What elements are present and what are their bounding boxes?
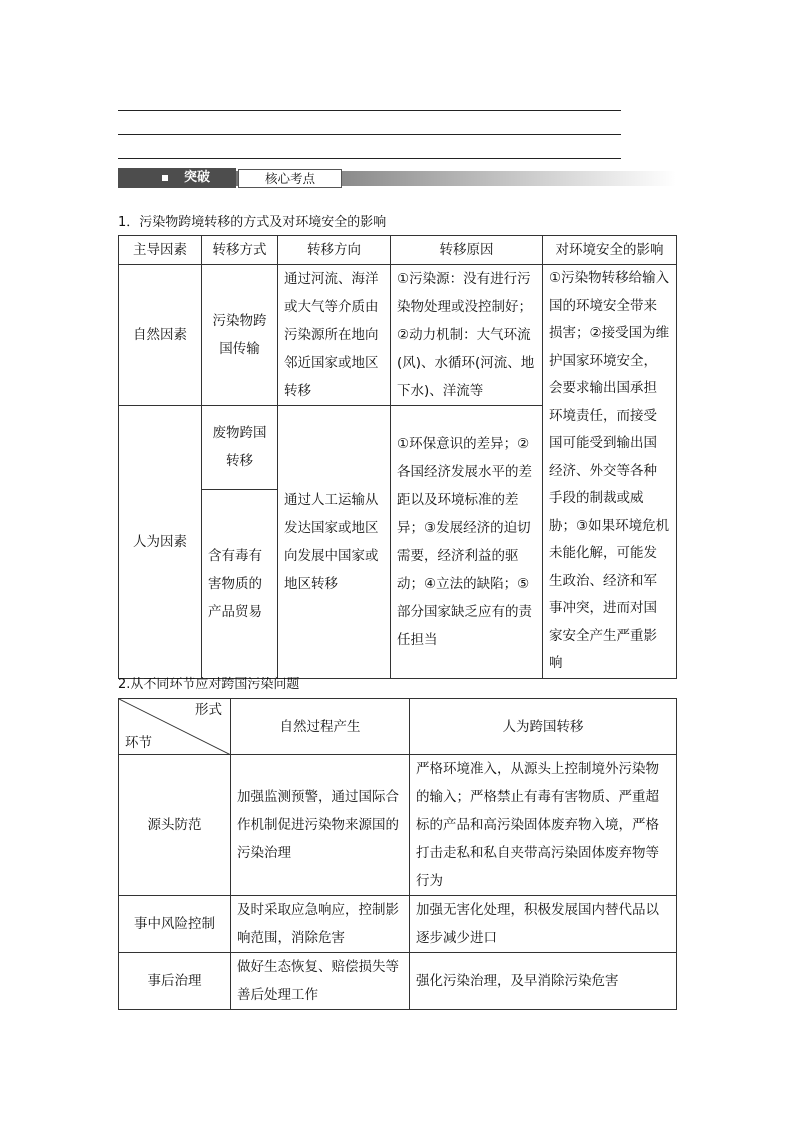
cell-after-human: 强化污染治理，及早消除污染危害 (410, 953, 677, 1010)
banner-label: 核心考点 (238, 169, 342, 188)
header-dominant-factor: 主导因素 (119, 236, 202, 265)
header-transfer-mode: 转移方式 (202, 236, 278, 265)
banner-section-text: 突破 (184, 170, 211, 185)
cell-stage-after: 事后治理 (119, 953, 231, 1010)
cell-human-direction: 通过人工运输从发达国家或地区向发展中国家或地区转移 (278, 406, 391, 679)
header-transfer-direction: 转移方向 (278, 236, 391, 265)
table-pollution-transfer (118, 235, 677, 679)
square-bullet-icon (162, 175, 168, 181)
cell-source-natural: 加强监测预警，通过国际合作机制促进污染物来源国的污染治理 (231, 755, 410, 896)
corner-label-form: 形式 (195, 702, 222, 718)
blank-line-3 (118, 158, 621, 159)
table2-header-row (119, 699, 677, 755)
cell-midrisk-natural: 及时采取应急响应，控制影响范围，消除危害 (231, 896, 410, 953)
cell-natural-factor: 自然因素 (119, 265, 202, 406)
table1-row-natural (119, 265, 677, 406)
heading-2: 2.从不同环节应对跨国污染问题 (118, 677, 300, 692)
header-human-transfer: 人为跨国转移 (410, 699, 677, 755)
blank-line-2 (118, 134, 621, 135)
cell-natural-mode: 污染物跨国传输 (202, 265, 278, 406)
header-natural-process: 自然过程产生 (231, 699, 410, 755)
cell-human-reason: ①环保意识的差异；②各国经济发展水平的差距以及环境标准的差异；③发展经济的迫切需要，经济利益的驱动；④立法的缺陷；⑤部分国家缺乏应有的责任担当 (391, 406, 543, 679)
cell-human-mode-trade: 含有毒有害物质的产品贸易 (202, 489, 278, 678)
cell-source-human: 严格环境准入，从源头上控制境外污染物的输入；严格禁止有毒有害物质、严重超标的产品和高污染固体废弃物入境，严格打击走私和私自夹带高污染固体废弃物等行为 (410, 755, 677, 896)
banner-section-tag (118, 168, 236, 188)
cell-natural-direction: 通过河流、海洋或大气等介质由污染源所在地向邻近国家或地区转移 (278, 265, 391, 406)
table-cross-border-response (118, 698, 677, 1010)
corner-label-stage: 环节 (125, 735, 152, 751)
header-transfer-reason: 转移原因 (391, 236, 543, 265)
blank-line-1 (118, 110, 621, 111)
cell-human-mode-waste: 废物跨国转移 (202, 406, 278, 490)
cell-after-natural: 做好生态恢复、赔偿损失等善后处理工作 (231, 953, 410, 1010)
heading-1: 1．污染物跨境转移的方式及对环境安全的影响 (118, 215, 387, 230)
cell-stage-source: 源头防范 (119, 755, 231, 896)
table2-row-source (119, 755, 677, 896)
table1-header-row (119, 236, 677, 265)
section-banner (118, 168, 678, 188)
cell-human-factor: 人为因素 (119, 406, 202, 679)
table2-row-midrisk (119, 896, 677, 953)
cell-stage-midrisk: 事中风险控制 (119, 896, 231, 953)
table2-row-after (119, 953, 677, 1010)
corner-diagonal-cell (119, 699, 231, 755)
cell-natural-reason: ①污染源：没有进行污染物处理或没控制好；②动力机制：大气环流(风)、水循环(河流、地下水)、洋流等 (391, 265, 543, 406)
cell-midrisk-human: 加强无害化处理，积极发展国内替代品以逐步减少进口 (410, 896, 677, 953)
cell-env-impact: ①污染物转移给输入国的环境安全带来损害；②接受国为维护国家环境安全，会要求输出国承担环境责任，而接受国可能受到输出国经济、外交等各种手段的制裁或威胁；③如果环境危机未能化解，可能发生政治、经济和军事冲突，进而对国家安全产生严重影响 (543, 265, 677, 679)
header-env-impact: 对环境安全的影响 (543, 236, 677, 265)
